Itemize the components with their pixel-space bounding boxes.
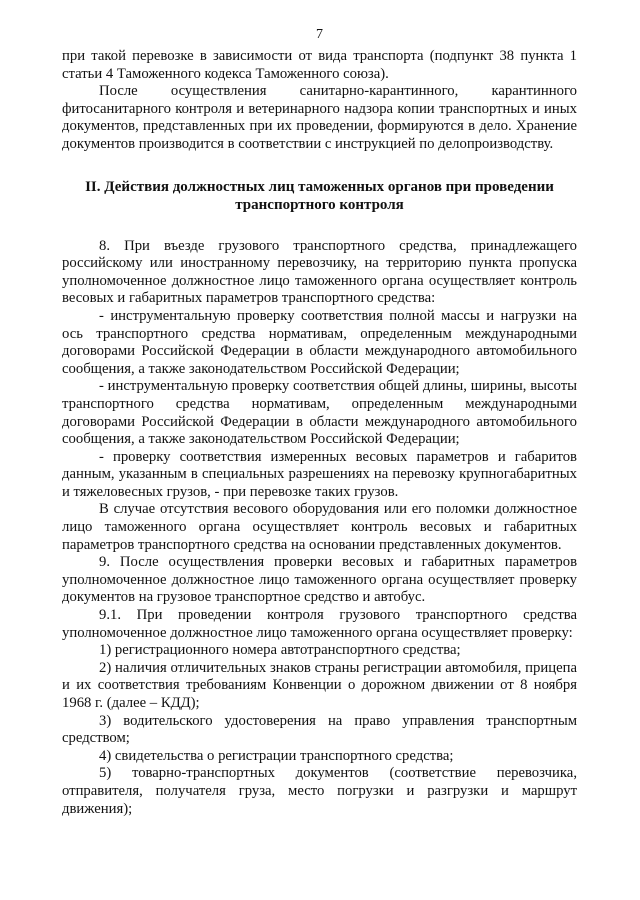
section-heading: II. Действия должностных лиц таможенных органов при проведении транспортного контроля	[85, 178, 554, 213]
list-item-special-permits: - проверку соответствия измеренных весовых параметров и габаритов данным, указанным в специальных разрешениях на перевозку крупногабаритных и тяжеловесных грузов, - при перевозке таких грузов.	[62, 448, 577, 500]
list-item-4: 4) свидетельства о регистрации транспортного средства;	[99, 747, 454, 764]
paragraph-item-8: 8. При въезде грузового транспортного средства, принадлежащего российскому или иностранному перевозчику, на территорию пункта пропуска уполномоченное должностное лицо таможенного органа осуществляет контроль весовых и габаритных параметров транспортного средства:	[62, 237, 577, 307]
paragraph-item-9: 9. После осуществления проверки весовых и габаритных параметров уполномоченное должностное лицо таможенного органа осуществляет проверку документов на грузовое транспортное средство и автобус.	[62, 554, 577, 606]
list-item-axle-load: - инструментальную проверку соответствия полной массы и нагрузки на ось транспортного средства нормативам, определенным международными договорами Российской Федерации в области международного автомобильного сообщения, а также законодательством Российской Федерации;	[62, 307, 577, 377]
page-number: 7	[316, 27, 323, 42]
list-item-dimensions: - инструментальную проверку соответствия общей длины, ширины, высоты транспортного средства нормативам, определенным международными договорами Российской Федерации в области международного автомобильного сообщения, а также законодательством Российской Федерации;	[62, 378, 577, 448]
list-item-1: 1) регистрационного номера автотранспортного средства;	[99, 642, 461, 659]
document-page	[62, 26, 577, 818]
paragraph-item-9-1: 9.1. При проведении контроля грузового транспортного средства уполномоченное должностное лицо таможенного органа осуществляет проверку:	[62, 607, 577, 641]
list-item-2: 2) наличия отличительных знаков страны регистрации автомобиля, прицепа и их соответствия требованиям Конвенции о дорожном движении от 8 ноября 1968 г. (далее – КДД);	[62, 659, 577, 711]
paragraph-no-equipment: В случае отсутствия весового оборудования или его поломки должностное лицо таможенного органа осуществляет контроль весовых и габаритных параметров транспортного средства на основании представленных документов.	[62, 501, 577, 553]
list-item-3: 3) водительского удостоверения на право управления транспортным средством;	[62, 712, 577, 747]
list-item-5: 5) товарно-транспортных документов (соответствие перевозчика, отправителя, получателя груза, место погрузки и разгрузки и маршрут движения);	[62, 765, 577, 817]
paragraph-archiving: После осуществления санитарно-карантинного, карантинного фитосанитарного контроля и ветеринарного надзора копии транспортных и иных документов, представленных при их проведении, формируются в дело. Хранение документов производится в соответствии с инструкцией по делопроизводству.	[62, 83, 577, 152]
paragraph-continuation: при такой перевозке в зависимости от вида транспорта (подпункт 38 пункта 1 статьи 4 Таможенного кодекса Таможенного союза).	[62, 48, 577, 82]
